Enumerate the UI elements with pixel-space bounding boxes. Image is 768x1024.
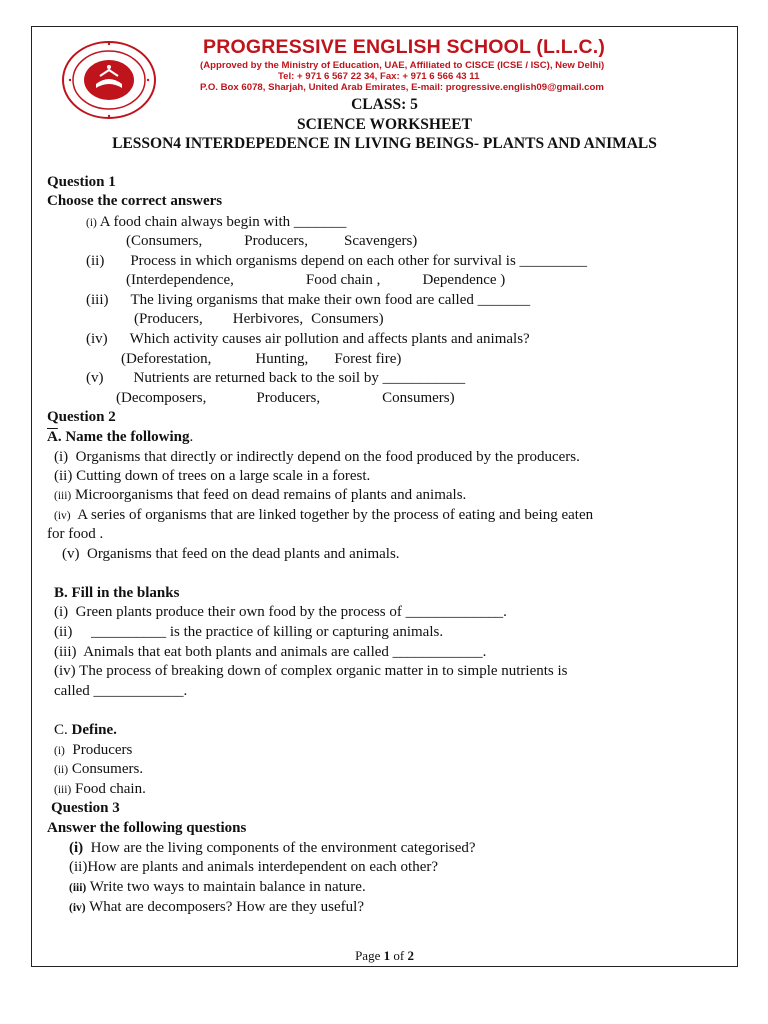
q2a-item: (ii) Cutting down of trees on a large scale in a forest. [54,468,371,484]
q2c-item: (iii) Food chain. [54,781,146,797]
q1-item: (i) A food chain always begin with _______ [86,214,347,230]
q2-section-c-title: C. Define. [54,722,117,738]
q2b-item: (iii) Animals that eat both plants and animals are called ____________. [54,644,487,660]
q1-options: (Producers, Herbivores, Consumers) [134,311,384,327]
q1-options: (Consumers, Producers, Scavengers) [126,233,418,249]
school-name: PROGRESSIVE ENGLISH SCHOOL (L.L.C.) [203,36,606,58]
lesson-title: LESSON4 INTERDEPEDENCE IN LIVING BEINGS- PLANTS AND ANIMALS [112,135,657,152]
q1-options: (Decomposers, Producers, Consumers) [116,390,455,406]
q1-heading: Question 1 [47,174,116,190]
q2a-item: (iii) Microorganisms that feed on dead remains of plants and animals. [54,487,467,503]
q2a-item-continued: for food . [47,526,104,542]
q1-options: (Interdependence, Food chain , Dependence ) [126,272,506,288]
worksheet-title: SCIENCE WORKSHEET [296,116,472,133]
q3-item: (iv) What are decomposers? How are they useful? [69,899,364,915]
q2b-item-continued: called ____________. [54,683,188,699]
q1-item: (iv) Which activity causes air pollution and affects plants and animals? [86,331,530,347]
q3-heading: Question 3 [51,800,120,816]
q2a-item: (i) Organisms that directly or indirectly depend on the food produced by the producers. [54,449,580,465]
q1-item: (iii) The living organisms that make their own food are called _______ [86,292,531,308]
q2b-item: (iv) The process of breaking down of complex organic matter in to simple nutrients is [54,663,568,679]
q1-item: (v) Nutrients are returned back to the soil by ___________ [86,370,466,386]
q2b-item: (i) Green plants produce their own food by the process of _____________. [54,604,507,620]
q1-instruction: Choose the correct answers [47,193,223,209]
q3-item: (ii)How are plants and animals interdependent on each other? [69,859,439,875]
address-line: P.O. Box 6078, Sharjah, United Arab Emirates, E-mail: progressive.english09@gmail.com [200,82,604,93]
q2c-item: (i) Producers [54,742,133,758]
q1-options: (Deforestation, Hunting, Forest fire) [121,351,402,367]
q3-item: (i) How are the living components of the environment categorised? [69,840,476,856]
q2b-item: (ii) __________ is the practice of killing or capturing animals. [54,624,444,640]
q2a-item: (iv) A series of organisms that are linked together by the process of eating and being eaten [54,507,594,523]
q2c-item: (ii) Consumers. [54,761,144,777]
q2a-item: (v) Organisms that feed on the dead plants and animals. [62,546,400,562]
q2-section-b-title: B. Fill in the blanks [54,585,180,601]
q2-section-a-title: $\overline{A}$. Name the following. [47,429,194,445]
q3-instruction: Answer the following questions [47,820,247,836]
approval-line: (Approved by the Ministry of Education, UAE, Affiliated to CISCE (ICSE / ISC), New Delhi) [200,60,605,71]
q2-heading: Question 2 [47,409,116,425]
phone-line: Tel: + 971 6 567 22 34, Fax: + 971 6 566 43 11 [278,71,480,82]
q1-item: (ii) Process in which organisms depend on each other for survival is _________ [86,253,588,269]
page-number: Page 1 of 2 [355,948,414,963]
q3-item: (iii) Write two ways to maintain balance in nature. [69,879,366,895]
class-title: CLASS: 5 [351,96,418,113]
